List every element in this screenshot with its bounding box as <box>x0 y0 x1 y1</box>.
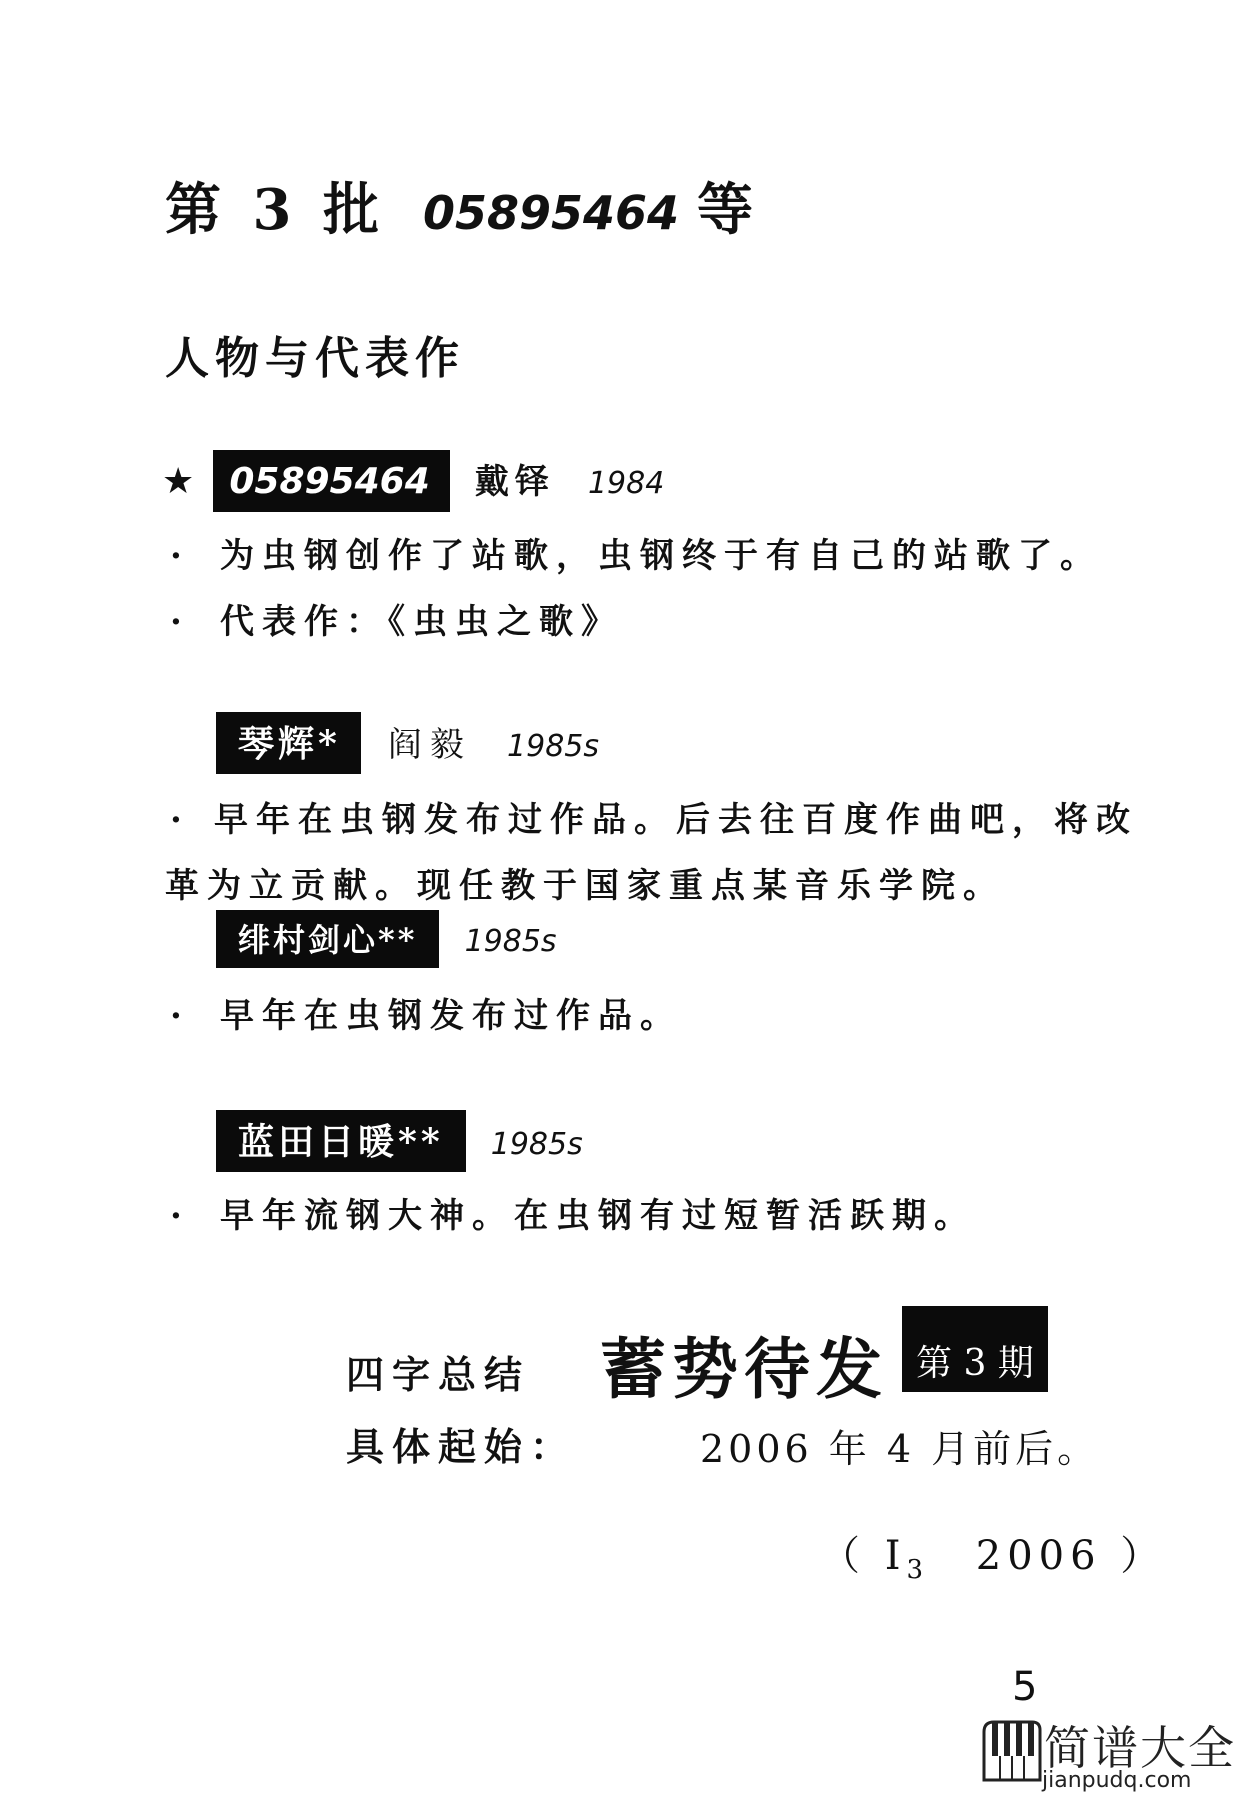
watermark <box>978 1718 1236 1793</box>
entry-header-2 <box>216 712 599 774</box>
star-icon: ★ <box>162 461 195 502</box>
bullet-marker: · <box>170 800 190 840</box>
person-tag: 蓝田日暖** <box>216 1110 466 1172</box>
person-tag: 绯村剑心** <box>216 910 439 968</box>
issue-badge: 第 3 期 <box>902 1306 1048 1392</box>
person-tag: 琴辉* <box>216 712 361 774</box>
entry-header-3 <box>216 910 557 968</box>
summary-phrase: 蓄势待发 <box>600 1330 888 1408</box>
person-year: 1984 <box>587 466 665 501</box>
person-name: 戴铎 <box>474 462 555 502</box>
page-title <box>165 166 759 246</box>
section-heading: 人物与代表作 <box>165 333 465 384</box>
person-name: 阎毅 <box>387 725 472 765</box>
bullet-marker: · <box>170 602 190 642</box>
list-item-text: 早年在虫钢发布过作品。 <box>220 996 682 1036</box>
title-prefix: 第 3 批 <box>165 177 385 243</box>
reference <box>820 1524 1166 1585</box>
summary-label: 四字总结 <box>346 1352 531 1397</box>
bullet-marker: · <box>170 996 190 1036</box>
person-year: 1985s <box>490 1127 583 1162</box>
page-number: 5 <box>1012 1664 1038 1710</box>
title-suffix: 等 <box>697 177 760 243</box>
piano-icon <box>978 1718 1042 1782</box>
entry-header-4 <box>216 1110 583 1172</box>
watermark-brand: 简谱大全 <box>1044 1721 1236 1775</box>
entry-header-1 <box>162 450 664 512</box>
person-year: 1985s <box>507 729 599 764</box>
reference-rest: 2006 ） <box>975 1533 1167 1579</box>
list-item <box>170 792 1138 841</box>
bullet-marker: · <box>170 1196 190 1236</box>
list-item-text: 为虫钢创作了站歌，虫钢终于有自己的站歌了。 <box>220 536 1102 576</box>
list-item <box>170 1188 976 1237</box>
watermark-url: jianpudq.com <box>1042 1768 1192 1793</box>
person-tag: 05895464 <box>213 450 449 512</box>
list-item <box>170 594 623 643</box>
person-year: 1985s <box>464 924 557 959</box>
list-item-text: 代表作：《虫虫之歌》 <box>220 602 623 642</box>
list-item <box>170 528 1102 577</box>
title-id: 05895464 <box>422 186 680 240</box>
reference-open: （ I <box>820 1533 907 1579</box>
list-item <box>170 988 682 1037</box>
reference-sub: 3 <box>906 1555 930 1585</box>
bullet-marker: · <box>170 536 190 576</box>
list-item-continuation: 革为立贡献。现任教于国家重点某音乐学院。 <box>165 866 1005 906</box>
start-value: 2006 年 4 月前后。 <box>700 1427 1100 1471</box>
list-item-text: 早年在虫钢发布过作品。后去往百度作曲吧，将改 <box>214 800 1138 840</box>
start-label: 具体起始： <box>346 1424 577 1469</box>
list-item-text: 早年流钢大神。在虫钢有过短暂活跃期。 <box>220 1196 976 1236</box>
